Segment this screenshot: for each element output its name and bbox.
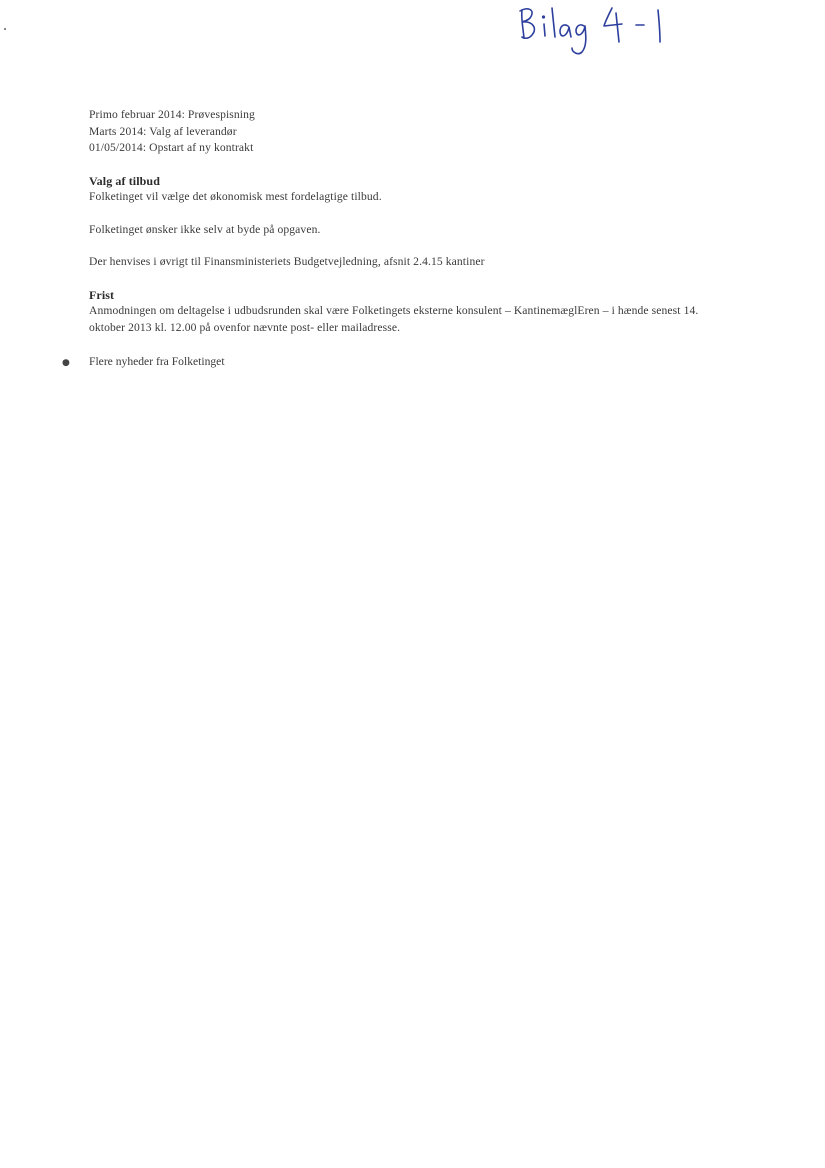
section-heading-deadline: Frist [89,287,115,302]
document-body [89,107,769,336]
handwritten-annotation [508,0,678,60]
selection-text-no-bid: Folketinget ønsker ikke selv at byde på opgaven. [89,222,321,236]
selection-text-criteria: Folketinget vil vælge det økonomisk mest fordelagtige tilbud. [89,190,382,203]
section-heading-selection: Valg af tilbud [89,173,160,188]
schedule-line-tasting: Primo februar 2014: Prøvespisning [89,108,255,121]
scan-speck [4,28,6,30]
schedule-line-supplier-choice: Marts 2014: Valg af leverandør [89,124,237,138]
more-news-link[interactable]: Flere nyheder fra Folketinget [89,355,225,368]
schedule-line-contract-start: 01/05/2014: Opstart af ny kontrakt [89,141,254,154]
bullet-icon: ● [62,358,70,368]
more-news-list-item[interactable] [62,354,225,371]
selection-text-reference: Der henvises i øvrigt til Finansministeriets Budgetvejledning, afsnit 2.4.15 kantiner [89,255,485,268]
deadline-text-line1: Anmodningen om deltagelse i udbudsrunden skal være Folketingets eksterne konsulent – KantinemæglEren – i hænde senest 14. [89,304,699,317]
deadline-text-line2: oktober 2013 kl. 12.00 på ovenfor nævnte post- eller mailadresse. [89,320,401,334]
handwritten-bilag-mark [508,0,678,60]
